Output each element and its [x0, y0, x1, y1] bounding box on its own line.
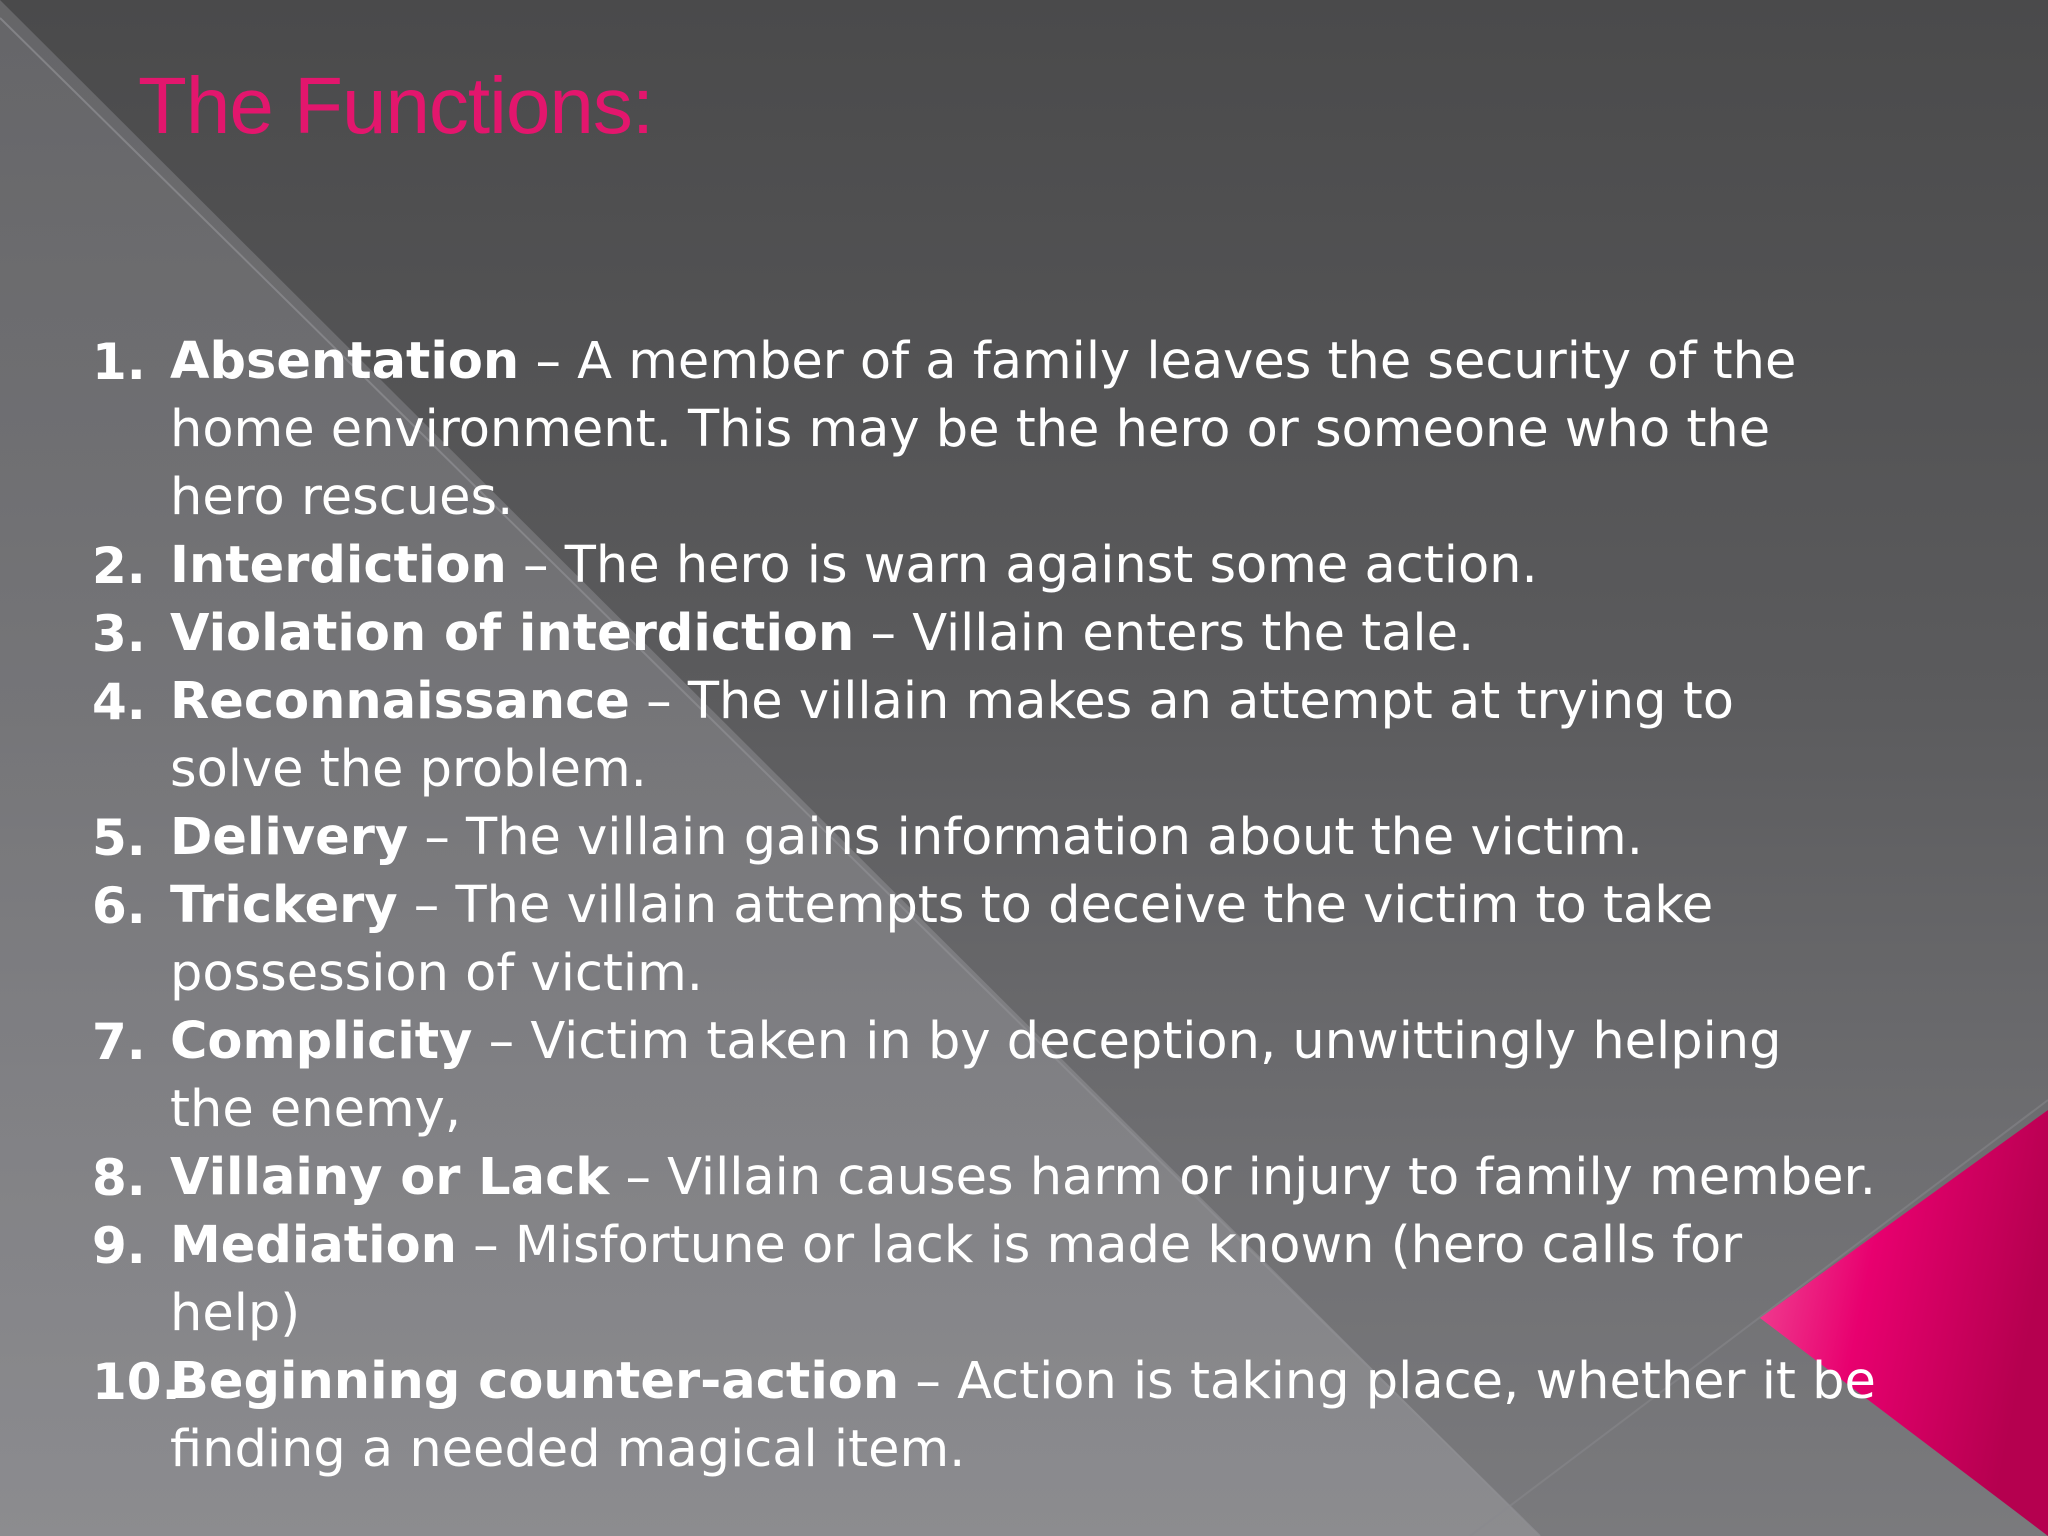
item-number: 6.: [92, 877, 146, 935]
item-body: [170, 804, 2012, 872]
list-item: [92, 872, 2012, 1008]
item-term: Beginning counter-action: [170, 1352, 900, 1411]
item-continuation-line: help): [170, 1284, 301, 1343]
list-item: [92, 1212, 2012, 1348]
item-body: [170, 1348, 2012, 1484]
list-item: [92, 1144, 2012, 1212]
item-first-line: [170, 804, 2012, 872]
item-term: Violation of interdiction: [170, 604, 855, 663]
item-body: [170, 668, 2012, 804]
functions-list: [92, 328, 2012, 1484]
item-number: 5.: [92, 809, 146, 867]
item-body: [170, 600, 2012, 668]
item-first-line: [170, 600, 2012, 668]
item-description: – Misfortune or lack is made known (hero calls for: [456, 1216, 1743, 1275]
item-term: Interdiction: [170, 536, 507, 595]
item-number: 9.: [92, 1217, 146, 1275]
item-number: 3.: [92, 605, 146, 663]
item-number: 4.: [92, 673, 146, 731]
item-description: – Action is taking place, whether it be: [899, 1352, 1876, 1411]
item-description: – Villain enters the tale.: [854, 604, 1475, 663]
list-item: [92, 328, 2012, 532]
item-body: [170, 872, 2012, 1008]
item-body: [170, 1212, 2012, 1348]
item-term: Complicity: [170, 1012, 473, 1071]
item-description: – The hero is warn against some action.: [506, 536, 1538, 595]
list-item: [92, 1008, 2012, 1144]
item-continuation-line: hero rescues.: [170, 468, 514, 527]
item-description: – A member of a family leaves the security of the: [519, 332, 1797, 391]
item-first-line: [170, 1144, 2012, 1212]
item-number: 2.: [92, 537, 146, 595]
item-continuation-line: possession of victim.: [170, 944, 703, 1003]
item-first-line: [170, 872, 2012, 940]
item-first-line: [170, 1212, 2012, 1280]
item-number: 8.: [92, 1149, 146, 1207]
item-number: 1.: [92, 333, 146, 391]
item-number: 7.: [92, 1013, 146, 1071]
item-continuation-line: solve the problem.: [170, 740, 647, 799]
list-item: [92, 668, 2012, 804]
item-description: – Villain causes harm or injury to family member.: [609, 1148, 1877, 1207]
item-description: – The villain gains information about the victim.: [408, 808, 1643, 867]
item-term: Mediation: [170, 1216, 457, 1275]
item-description: – The villain attempts to deceive the victim to take: [397, 876, 1714, 935]
item-number: 10.: [92, 1353, 181, 1411]
item-body: [170, 532, 2012, 600]
item-continuation-line: the enemy,: [170, 1080, 462, 1139]
item-first-line: [170, 668, 2012, 736]
item-description: – The villain makes an attempt at trying to: [629, 672, 1734, 731]
item-term: Delivery: [170, 808, 409, 867]
list-item: [92, 804, 2012, 872]
item-term: Reconnaissance: [170, 672, 630, 731]
list-item: [92, 1348, 2012, 1484]
item-body: [170, 1008, 2012, 1144]
item-continuation-line: finding a needed magical item.: [170, 1420, 966, 1479]
item-body: [170, 328, 2012, 532]
item-continuation-line: home environment. This may be the hero or someone who the: [170, 400, 1771, 459]
item-first-line: [170, 1008, 2012, 1076]
item-term: Villainy or Lack: [170, 1148, 610, 1207]
item-first-line: [170, 532, 2012, 600]
item-description: – Victim taken in by deception, unwittingly helping: [472, 1012, 1782, 1071]
item-first-line: [170, 328, 2012, 396]
item-term: Absentation: [170, 332, 520, 391]
item-term: Trickery: [170, 876, 398, 935]
item-body: [170, 1144, 2012, 1212]
list-item: [92, 600, 2012, 668]
list-item: [92, 532, 2012, 600]
item-first-line: [170, 1348, 2012, 1416]
slide-title: The Functions:: [138, 61, 654, 150]
